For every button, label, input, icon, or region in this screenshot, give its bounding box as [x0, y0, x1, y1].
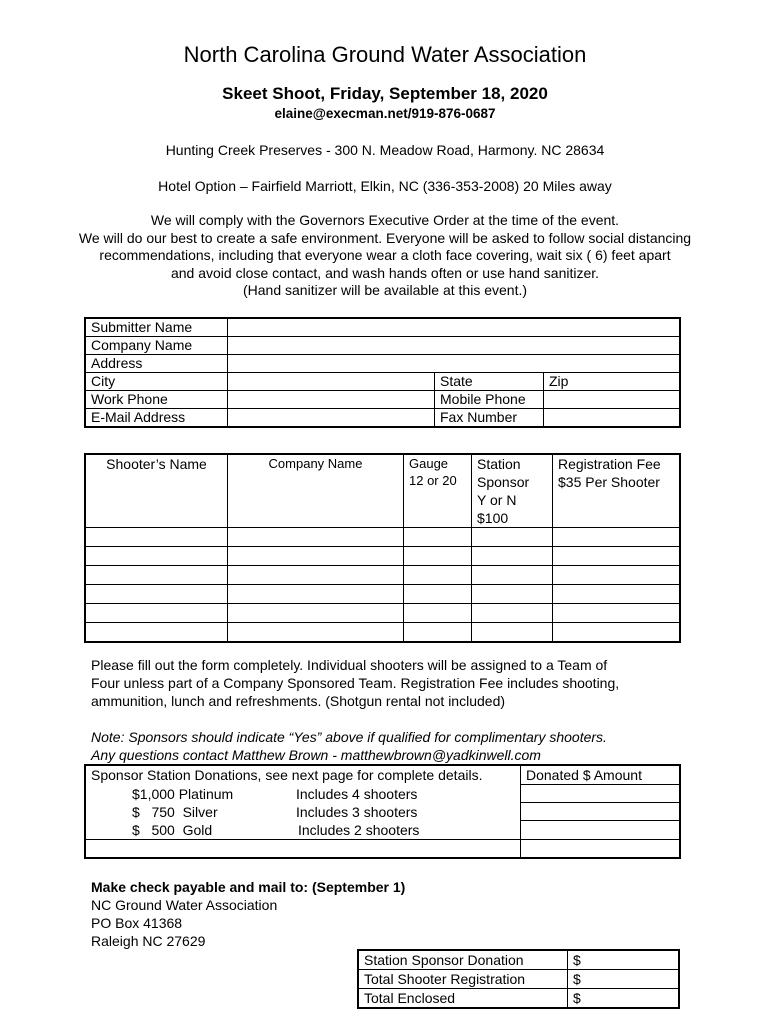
instructions-paragraph — [91, 656, 691, 710]
page-title: North Carolina Ground Water Association — [183, 42, 587, 67]
fax-number-field[interactable] — [544, 409, 681, 428]
station-header-line: Sponsor — [477, 474, 530, 490]
station-header-line: Y or N — [477, 492, 517, 508]
mail-line: PO Box 41368 — [91, 915, 183, 931]
gauge-cell[interactable] — [404, 623, 472, 643]
gauge-cell[interactable] — [404, 528, 472, 547]
totals-row — [358, 989, 679, 1009]
covid-line: recommendations, including that everyone wear a cloth face covering, wait six ( 6) feet apart — [99, 247, 671, 264]
donated-amount-cell[interactable] — [521, 803, 681, 821]
state-label: State — [435, 373, 544, 391]
mail-line: NC Ground Water Association — [91, 897, 278, 913]
totals-label: Station Sponsor Donation — [358, 950, 568, 970]
table-row — [85, 547, 680, 566]
event-subtitle: Skeet Shoot, Friday, September 18, 2020 — [222, 84, 548, 103]
note-line: Note: Sponsors should indicate “Yes” above if qualified for complimentary shooters. — [91, 729, 607, 745]
sponsor-tier-platinum — [85, 785, 521, 803]
station-sponsor-cell[interactable] — [472, 623, 553, 643]
shooter-table-header — [85, 454, 680, 528]
totals-row — [358, 950, 679, 970]
company-name-cell[interactable] — [228, 623, 404, 643]
tier-amount: $ 750 Silver — [132, 803, 218, 820]
totals-row — [358, 970, 679, 989]
station-header-line: Station — [477, 456, 521, 472]
donated-amount-cell[interactable] — [521, 785, 681, 803]
sponsor-tier-silver — [85, 803, 521, 821]
totals-value[interactable]: $ — [568, 989, 680, 1009]
covid-notice — [0, 212, 770, 300]
submitter-form — [84, 317, 681, 428]
instructions-line: ammunition, lunch and refreshments. (Shotgun rental not included) — [91, 693, 506, 709]
company-name-label: Company Name — [85, 337, 228, 355]
registration-fee-cell[interactable] — [553, 566, 681, 585]
sponsor-header-right: Donated $ Amount — [521, 765, 681, 785]
tier-includes: Includes 3 shooters — [296, 803, 418, 820]
table-row — [85, 604, 680, 623]
instructions-line: Please fill out the form completely. Individual shooters will be assigned to a Team of — [91, 657, 608, 673]
sponsor-blank-cell[interactable] — [85, 839, 521, 858]
covid-line: (Hand sanitizer will be available at this event.) — [242, 282, 528, 299]
totals-label: Total Enclosed — [358, 989, 568, 1009]
contact-line: elaine@execman.net/919-876-0687 — [274, 106, 496, 121]
submitter-name-field[interactable] — [228, 318, 681, 337]
address-field[interactable] — [228, 355, 681, 373]
tier-includes: Includes 2 shooters — [298, 821, 420, 838]
station-sponsor-cell[interactable] — [472, 604, 553, 623]
fee-header-line: Registration Fee — [558, 456, 661, 472]
station-header-line: $100 — [477, 510, 509, 526]
shooter-name-cell[interactable] — [85, 547, 228, 566]
table-row — [85, 566, 680, 585]
shooter-name-cell[interactable] — [85, 528, 228, 547]
zip-label: Zip — [544, 373, 681, 391]
donated-amount-cell[interactable] — [521, 839, 681, 858]
sponsor-tier-gold — [85, 821, 521, 840]
station-sponsor-cell[interactable] — [472, 528, 553, 547]
gauge-header-line: Gauge — [409, 456, 449, 471]
totals-table — [357, 949, 680, 1009]
mail-section — [91, 878, 691, 950]
station-sponsor-cell[interactable] — [472, 547, 553, 566]
company-name-header: Company Name — [228, 454, 404, 528]
address-label: Address — [85, 355, 228, 373]
city-label: City — [85, 373, 228, 391]
station-sponsor-cell[interactable] — [472, 585, 553, 604]
covid-line: We will do our best to create a safe environment. Everyone will be asked to follow social distancing — [78, 229, 692, 246]
submitter-name-label: Submitter Name — [85, 318, 228, 337]
shooter-name-cell[interactable] — [85, 604, 228, 623]
gauge-cell[interactable] — [404, 604, 472, 623]
totals-value[interactable]: $ — [568, 970, 680, 989]
company-name-cell[interactable] — [228, 547, 404, 566]
company-name-cell[interactable] — [228, 528, 404, 547]
station-sponsor-header — [472, 454, 553, 528]
hotel-line: Hotel Option – Fairfield Marriott, Elkin, NC (336-353-2008) 20 Miles away — [158, 178, 612, 194]
table-row — [85, 623, 680, 643]
totals-value[interactable]: $ — [568, 950, 680, 970]
location-line: Hunting Creek Preserves - 300 N. Meadow Road, Harmony. NC 28634 — [165, 142, 605, 158]
city-field[interactable] — [228, 373, 435, 391]
fax-number-label: Fax Number — [435, 409, 544, 428]
shooter-name-header: Shooter’s Name — [85, 454, 228, 528]
instructions-line: Four unless part of a Company Sponsored Team. Registration Fee includes shooting, — [91, 675, 620, 691]
gauge-header-line: 12 or 20 — [409, 473, 457, 488]
totals-label: Total Shooter Registration — [358, 970, 568, 989]
sponsor-note — [91, 728, 691, 764]
registration-fee-header — [553, 454, 681, 528]
mobile-phone-label: Mobile Phone — [435, 391, 544, 409]
tier-amount: $1,000 Platinum — [132, 785, 234, 802]
work-phone-field[interactable] — [228, 391, 435, 409]
tier-includes: Includes 4 shooters — [296, 785, 418, 802]
shooter-name-cell[interactable] — [85, 585, 228, 604]
gauge-header — [404, 454, 472, 528]
mail-line: Raleigh NC 27629 — [91, 933, 206, 949]
mobile-phone-field[interactable] — [544, 391, 681, 409]
registration-fee-cell[interactable] — [553, 623, 681, 643]
shooter-table — [84, 453, 681, 643]
gauge-cell[interactable] — [404, 547, 472, 566]
donated-amount-cell[interactable] — [521, 821, 681, 840]
table-row — [85, 585, 680, 604]
registration-fee-cell[interactable] — [553, 528, 681, 547]
gauge-cell[interactable] — [404, 566, 472, 585]
work-phone-label: Work Phone — [85, 391, 228, 409]
registration-fee-cell[interactable] — [553, 604, 681, 623]
sponsor-table — [84, 764, 681, 859]
email-address-label: E-Mail Address — [85, 409, 228, 428]
table-row — [85, 528, 680, 547]
registration-fee-cell[interactable] — [553, 547, 681, 566]
station-sponsor-cell[interactable] — [472, 566, 553, 585]
tier-amount: $ 500 Gold — [132, 821, 213, 838]
shooter-name-cell[interactable] — [85, 566, 228, 585]
email-address-field[interactable] — [228, 409, 435, 428]
company-name-field[interactable] — [228, 337, 681, 355]
fee-header-line: $35 Per Shooter — [558, 474, 660, 490]
covid-line: We will comply with the Governors Executive Order at the time of the event. — [150, 212, 620, 228]
sponsor-header-left: Sponsor Station Donations, see next page for complete details. — [85, 765, 521, 785]
covid-line: and avoid close contact, and wash hands often or use hand sanitizer. — [170, 264, 600, 281]
gauge-cell[interactable] — [404, 585, 472, 604]
note-line: Any questions contact Matthew Brown - matthewbrown@yadkinwell.com — [91, 747, 541, 763]
company-name-cell[interactable] — [228, 566, 404, 585]
shooter-name-cell[interactable] — [85, 623, 228, 643]
company-name-cell[interactable] — [228, 604, 404, 623]
registration-fee-cell[interactable] — [553, 585, 681, 604]
mail-heading: Make check payable and mail to: (September 1) — [91, 879, 406, 895]
company-name-cell[interactable] — [228, 585, 404, 604]
